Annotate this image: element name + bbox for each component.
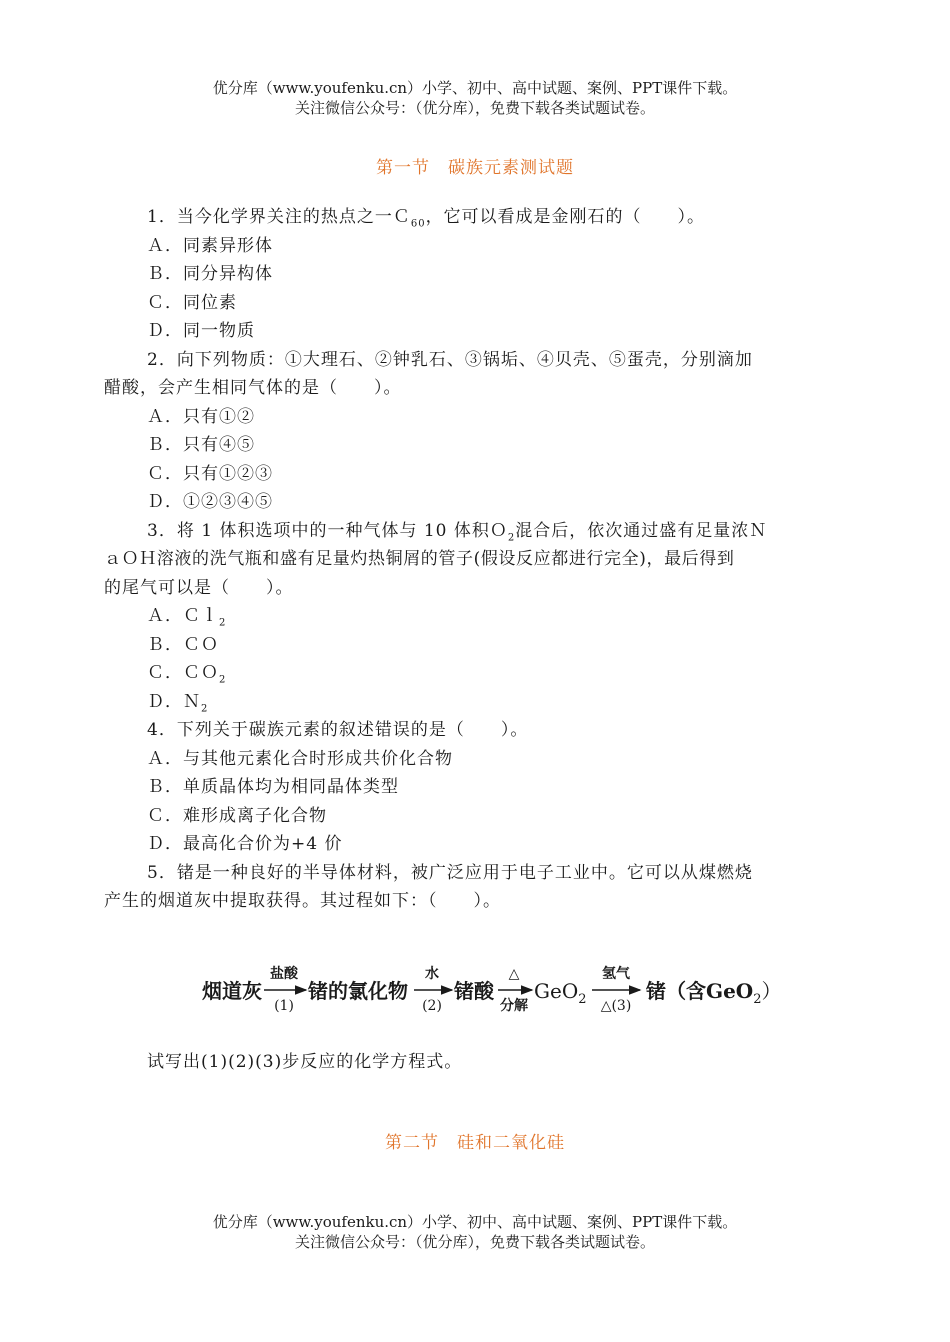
question-3-stem-line-3: 的尾气可以是（ ）。 (104, 578, 294, 598)
arrow-1-step: (1) (274, 998, 294, 1014)
q1-option-a: Ａ．同素异形体 (147, 236, 273, 256)
question-3-stem-line-1: 3．将 1 体积选项中的一种气体与 10 体积Ｏ$_2$混合后，依次通过盛有足量浓Ｎ (147, 521, 768, 544)
header-line-1: 优分库（www.youfenku.cn）小学、初中、高中试题、案例、PPT课件下载。 (212, 79, 738, 97)
question-5-instruction: 试写出(1)(2)(3)步反应的化学方程式。 (147, 1052, 463, 1072)
q1-option-c: Ｃ．同位素 (147, 293, 237, 313)
arrow-1-reagent: 盐酸 (270, 966, 298, 982)
arrow-4-reagent: 氢气 (602, 966, 630, 982)
q2-option-c: Ｃ．只有①②③ (147, 464, 273, 484)
q2-option-a: Ａ．只有①② (147, 407, 255, 427)
footer-line-1: 优分库（www.youfenku.cn）小学、初中、高中试题、案例、PPT课件下载。 (212, 1213, 738, 1231)
q3-option-b: Ｂ．ＣＯ (147, 635, 219, 655)
scheme-substance-germanium: 锗（含GeO$_2$） (646, 979, 782, 1007)
q4-option-d: Ｄ．最高化合价为+4 价 (147, 834, 343, 854)
header-line-2: 关注微信公众号：（优分库），免费下载各类试题试卷。 (294, 99, 655, 117)
question-2-stem-line-2: 醋酸，会产生相同气体的是（ ）。 (104, 378, 402, 398)
scheme-substance-flue-ash: 烟道灰 (202, 979, 262, 1003)
arrow-2-step: (2) (422, 998, 442, 1014)
arrow-3-step: 分解 (500, 998, 528, 1014)
section-1-title: 第一节 碳族元素测试题 (376, 158, 574, 178)
scheme-substance-germanium-chloride: 锗的氯化物 (308, 979, 408, 1003)
footer-line-2: 关注微信公众号：（优分库），免费下载各类试题试卷。 (294, 1233, 655, 1251)
q2-option-d: Ｄ．①②③④⑤ (147, 492, 273, 512)
question-3-stem-line-2: ａＯＨ溶液的洗气瓶和盛有足量灼热铜屑的管子(假设反应都进行完全)，最后得到 (104, 549, 735, 569)
arrow-3-condition: △ (508, 966, 520, 982)
q1-option-b: Ｂ．同分异构体 (147, 264, 273, 284)
arrow-2-reagent: 水 (425, 966, 439, 982)
reaction-scheme (200, 958, 782, 1020)
q3-option-d: Ｄ．Ｎ$_2$ (147, 692, 209, 715)
scheme-substance-germanic-acid: 锗酸 (454, 979, 494, 1003)
q1-option-d: Ｄ．同一物质 (147, 321, 255, 341)
q4-option-a: Ａ．与其他元素化合时形成共价化合物 (147, 749, 453, 769)
q4-option-c: Ｃ．难形成离子化合物 (147, 806, 327, 826)
scheme-substance-geo2: GeO$_2$ (534, 979, 587, 1007)
q3-option-a: Ａ．Ｃｌ$_2$ (147, 606, 227, 629)
question-2-stem-line-1: 2．向下列物质：①大理石、②钟乳石、③锅垢、④贝壳、⑤蛋壳，分别滴加 (147, 350, 753, 370)
question-5-stem-line-2: 产生的烟道灰中提取获得。其过程如下：（ ）。 (104, 891, 501, 911)
question-5-stem-line-1: 5．锗是一种良好的半导体材料，被广泛应用于电子工业中。它可以从煤燃烧 (147, 863, 753, 883)
question-1-stem: 1．当今化学界关注的热点之一Ｃ$_{60}$，它可以看成是金刚石的（ ）。 (147, 207, 706, 230)
arrow-4-step: △(3) (600, 998, 632, 1014)
section-2-title: 第二节 硅和二氧化硅 (385, 1133, 565, 1153)
q4-option-b: Ｂ．单质晶体均为相同晶体类型 (147, 777, 399, 797)
q3-option-c: Ｃ．ＣＯ$_2$ (147, 663, 227, 686)
question-4-stem: 4．下列关于碳族元素的叙述错误的是（ ）。 (147, 720, 529, 740)
q2-option-b: Ｂ．只有④⑤ (147, 435, 255, 455)
